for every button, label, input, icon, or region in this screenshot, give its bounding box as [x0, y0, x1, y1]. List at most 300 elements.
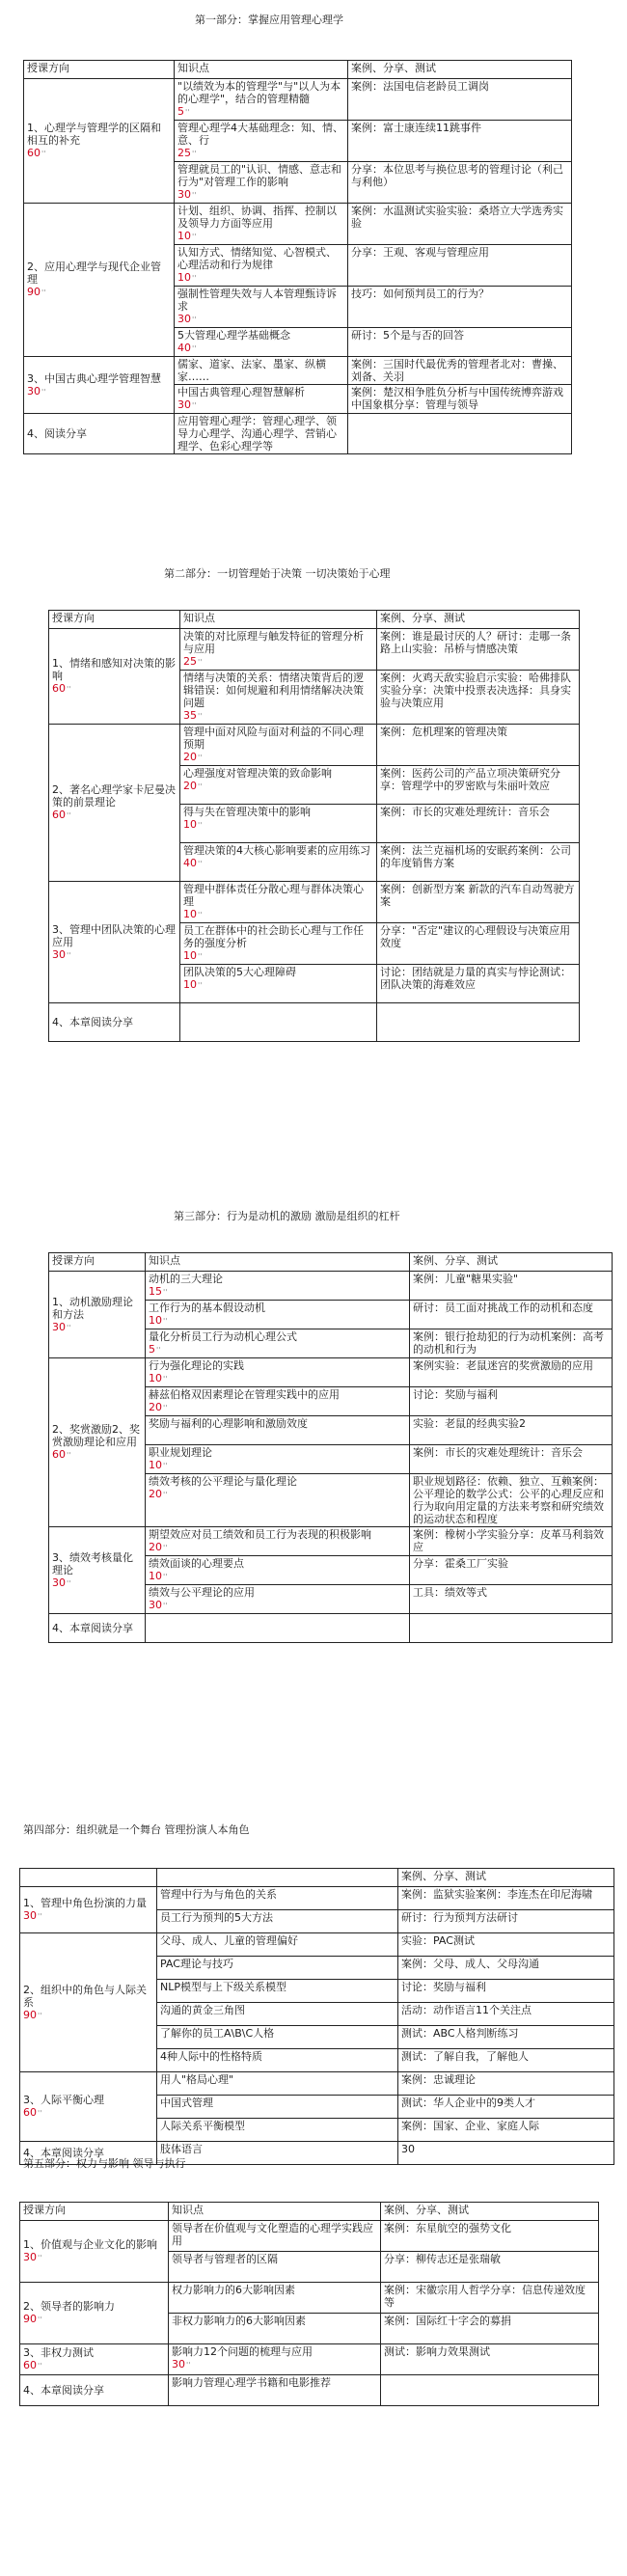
knowledge-cell [146, 1416, 410, 1445]
case-share-test: 研讨：员工面对挑战工作的动机和态度 [413, 1302, 593, 1314]
paragraph-mark: '' [163, 1573, 168, 1581]
hours-value: 40 [177, 342, 191, 354]
paragraph-mark: '' [198, 658, 203, 667]
knowledge-cell [146, 1301, 410, 1329]
cases-cell [410, 1272, 613, 1301]
column-header: 案例、分享、测试 [381, 2203, 599, 2221]
direction-cell [20, 1887, 157, 1933]
hours-value: 35 [183, 709, 197, 722]
cases-cell [377, 843, 580, 882]
paragraph-mark: '' [186, 2361, 191, 2370]
paragraph-mark: '' [163, 1602, 168, 1610]
cases-cell [348, 79, 572, 121]
knowledge-cell [169, 2283, 381, 2314]
cases-cell [410, 1556, 613, 1585]
knowledge-cell [180, 843, 377, 882]
knowledge-point: 影响力12个问题的梳理与应用 [172, 2345, 313, 2358]
cases-cell [398, 1910, 614, 1933]
knowledge-cell [157, 2003, 398, 2026]
direction-cell [49, 629, 180, 725]
section-title: 第三部分：行为是动机的激励 激励是组织的杠杆 [174, 1210, 400, 1222]
hours-value: 90 [23, 2008, 37, 2021]
hours-value: 60 [52, 1448, 66, 1461]
direction-label: 4、本章阅读分享 [23, 2384, 104, 2397]
paragraph-mark: '' [163, 1462, 168, 1470]
direction-cell [24, 204, 175, 357]
cases-cell [348, 385, 572, 414]
knowledge-cell [180, 725, 377, 766]
paragraph-mark: '' [67, 1323, 71, 1332]
case-share-test: 案例：危机理案的管理决策 [380, 726, 507, 738]
paragraph-mark: '' [192, 315, 197, 324]
direction-label: 3、绩效考核量化理论 [52, 1550, 133, 1576]
case-share-test: 分享：本位思考与换位思考的管理讨论（利己与利他） [351, 163, 563, 188]
table-row [20, 2221, 599, 2252]
knowledge-cell [180, 1003, 377, 1042]
paragraph-mark: '' [38, 1912, 42, 1921]
hours-value: 20 [183, 751, 197, 763]
hours-value: 30 [172, 2358, 185, 2370]
hours-value: 60 [27, 147, 41, 159]
paragraph-mark: '' [67, 685, 71, 694]
knowledge-point: 领导者与管理者的区隔 [172, 2253, 278, 2265]
hours-value: 10 [149, 1459, 162, 1471]
cases-cell [398, 2119, 614, 2142]
cases-cell [348, 121, 572, 162]
case-share-test: 案例：市长的灾难处理统计：音乐会 [413, 1446, 583, 1459]
paragraph-mark: '' [198, 754, 203, 762]
hours-value: 25 [177, 147, 191, 159]
case-share-test: 30 [401, 2143, 415, 2155]
knowledge-point: 管理决策的4大核心影响要素的应用练习 [183, 844, 370, 857]
hours-value: 10 [183, 908, 197, 920]
case-share-test: 测试：ABC人格判断练习 [401, 2027, 519, 2040]
hours-value: 10 [149, 1570, 162, 1582]
paragraph-mark: '' [163, 1375, 168, 1384]
table-row [49, 882, 580, 923]
cases-cell [377, 1003, 580, 1042]
knowledge-cell [157, 2049, 398, 2072]
curriculum-table [19, 2202, 599, 2406]
case-share-test: 测试：影响力效果测试 [384, 2345, 490, 2358]
cases-cell [398, 2003, 614, 2026]
cases-cell [348, 328, 572, 357]
cases-cell [381, 2283, 599, 2314]
case-share-test: 测试：了解自我，了解他人 [401, 2050, 529, 2063]
table-header-row [20, 2203, 599, 2221]
paragraph-mark: '' [38, 2254, 42, 2262]
cases-cell [398, 2142, 614, 2165]
cases-cell [410, 1445, 613, 1474]
knowledge-cell [157, 1933, 398, 1957]
cases-cell [398, 2026, 614, 2049]
hours-value: 15 [149, 1285, 162, 1298]
knowledge-point: 团队决策的5大心理障碍 [183, 966, 296, 978]
table-header-row [49, 611, 580, 629]
table-row [24, 79, 572, 121]
hours-value: 10 [149, 1372, 162, 1384]
case-share-test: 实验：老鼠的经典实验2 [413, 1417, 526, 1430]
table-row [20, 2283, 599, 2314]
cases-cell [348, 162, 572, 204]
knowledge-cell [146, 1329, 410, 1358]
knowledge-cell [180, 805, 377, 843]
knowledge-cell [169, 2252, 381, 2283]
direction-label: 4、本章阅读分享 [52, 1016, 133, 1028]
direction-cell [49, 882, 180, 1003]
column-header [157, 1869, 398, 1887]
paragraph-mark: '' [163, 1404, 168, 1412]
knowledge-point: 工作行为的基本假设动机 [149, 1302, 265, 1314]
table-header-row [24, 61, 572, 79]
direction-cell [20, 2283, 169, 2344]
direction-label: 4、本章阅读分享 [23, 2147, 104, 2159]
table-row [20, 1887, 614, 1910]
case-share-test: 讨论：奖励与福利 [401, 1981, 486, 1993]
cases-cell [410, 1387, 613, 1416]
cases-cell [377, 923, 580, 965]
knowledge-cell [169, 2344, 381, 2375]
knowledge-point: 量化分析员工行为动机心理公式 [149, 1330, 297, 1343]
hours-value: 60 [52, 682, 66, 695]
column-header: 知识点 [180, 611, 377, 629]
table-row [20, 2375, 599, 2406]
knowledge-point: 非权力影响力的6大影响因素 [172, 2315, 306, 2327]
paragraph-mark: '' [38, 2316, 42, 2324]
case-share-test: 案例：银行抢劫犯的行为动机案例：高考的动机和行为 [413, 1330, 604, 1356]
paragraph-mark: '' [163, 1491, 168, 1499]
hours-value: 20 [183, 780, 197, 792]
knowledge-cell [157, 1887, 398, 1910]
knowledge-point: 奖励与福利的心理影响和激励效度 [149, 1417, 308, 1430]
cases-cell [410, 1301, 613, 1329]
knowledge-cell [157, 2142, 398, 2165]
table-row [24, 204, 572, 245]
cases-cell [410, 1527, 613, 1556]
knowledge-point: 管理心理学4大基础理念：知、情、意、行 [177, 122, 343, 147]
paragraph-mark: '' [198, 911, 203, 919]
paragraph-mark: '' [198, 712, 203, 721]
paragraph-mark: '' [198, 821, 203, 830]
hours-value: 10 [183, 818, 197, 831]
case-share-test: 分享：王观、客观与管理应用 [351, 246, 489, 259]
cases-cell [410, 1614, 613, 1643]
hours-value: 20 [149, 1488, 162, 1500]
section-title: 第一部分：掌握应用管理心理学 [195, 14, 343, 26]
knowledge-cell [146, 1585, 410, 1614]
case-share-test: 案例：市长的灾难处理统计：音乐会 [380, 806, 550, 818]
hours-value: 5 [149, 1343, 155, 1356]
case-share-test: 案例：法兰克福机场的安眠药案例：公司的年度销售方案 [380, 844, 571, 869]
cases-cell [381, 2344, 599, 2375]
case-share-test: 案例：国际红十字会的募捐 [384, 2315, 511, 2327]
knowledge-cell [180, 766, 377, 805]
direction-cell [20, 2375, 169, 2406]
case-share-test: 案例：国家、企业、家庭人际 [401, 2120, 539, 2132]
knowledge-cell [157, 2119, 398, 2142]
knowledge-point: 5大管理心理学基础概念 [177, 329, 290, 342]
knowledge-cell [157, 1910, 398, 1933]
case-share-test: 案例：监狱实验案例：李连杰在印尼海啸 [401, 1888, 592, 1901]
knowledge-cell [146, 1474, 410, 1527]
direction-label: 3、非权力测试 [23, 2346, 94, 2359]
cases-cell [377, 629, 580, 671]
cases-cell [398, 2072, 614, 2096]
knowledge-cell [157, 2096, 398, 2119]
cases-cell [377, 882, 580, 923]
cases-cell [398, 2049, 614, 2072]
direction-label: 1、心理学与管理学的区隔和相互的补充 [27, 122, 161, 147]
table-row [49, 629, 580, 671]
cases-cell [410, 1585, 613, 1614]
case-share-test: 案例实验：老鼠迷宫的奖赏激励的应用 [413, 1359, 593, 1372]
cases-cell [348, 204, 572, 245]
knowledge-point: 动机的三大理论 [149, 1273, 223, 1285]
knowledge-cell [180, 923, 377, 965]
knowledge-cell [157, 1980, 398, 2003]
knowledge-point: 绩效与公平理论的应用 [149, 1586, 255, 1599]
direction-cell [20, 1933, 157, 2072]
direction-cell [24, 414, 175, 454]
hours-value: 30 [27, 384, 41, 397]
hours-value: 30 [23, 1909, 37, 1922]
knowledge-point: 儒家、道家、法家、墨家、纵横家…… [177, 358, 326, 383]
case-share-test: 分享：霍桑工厂实验 [413, 1557, 508, 1570]
case-share-test: 案例：忠诚理论 [401, 2073, 476, 2086]
knowledge-point: 职业规划理论 [149, 1446, 212, 1459]
knowledge-point: 计划、组织、协调、指挥、控制以及领导力方面等应用 [177, 205, 337, 230]
direction-cell [49, 1527, 146, 1614]
case-share-test: 案例：谁是最讨厌的人？研讨：走哪一条路上山实验：吊桥与情感决策 [380, 630, 571, 655]
column-header: 案例、分享、测试 [377, 611, 580, 629]
hours-value: 20 [149, 1401, 162, 1413]
direction-label: 1、情绪和感知对决策的影响 [52, 657, 176, 682]
case-share-test: 案例：富士康连续11跳事件 [351, 122, 481, 134]
knowledge-point: 得与失在管理决策中的影响 [183, 806, 311, 818]
knowledge-point: 中国古典管理心理智慧解析 [177, 386, 305, 398]
table-row [49, 1527, 613, 1556]
direction-label: 2、著名心理学家卡尼曼决策的前景理论 [52, 783, 176, 808]
paragraph-mark: '' [163, 1317, 168, 1326]
paragraph-mark: '' [41, 288, 46, 297]
paragraph-mark: '' [67, 811, 71, 820]
paragraph-mark: '' [67, 1578, 71, 1588]
cases-cell [377, 671, 580, 725]
paragraph-mark: '' [163, 1288, 168, 1297]
knowledge-cell [157, 1957, 398, 1980]
direction-label: 4、阅读分享 [27, 427, 87, 440]
knowledge-point: 期望效应对员工绩效和员工行为表现的积极影响 [149, 1528, 371, 1541]
direction-cell [20, 2072, 157, 2142]
knowledge-cell [169, 2314, 381, 2344]
knowledge-point: 管理中群体责任分散心理与群体决策心理 [183, 883, 364, 908]
direction-label: 3、中国古典心理学管理智慧 [27, 371, 161, 385]
cases-cell [377, 725, 580, 766]
cases-cell [410, 1358, 613, 1387]
hours-value: 10 [183, 949, 197, 962]
knowledge-point: 心理强度对管理决策的致命影响 [183, 767, 332, 780]
knowledge-point: 沟通的黄金三角图 [160, 2004, 245, 2016]
table-row [20, 2072, 614, 2096]
case-share-test: 案例：创新型方案 新款的汽车自动驾驶方案 [380, 883, 575, 908]
cases-cell [381, 2252, 599, 2283]
knowledge-cell [175, 287, 348, 328]
hours-value: 25 [183, 655, 197, 668]
paragraph-mark: '' [198, 782, 203, 791]
cases-cell [377, 965, 580, 1003]
case-share-test: 案例：楚汉相争胜负分析与中国传统博弈游戏中国象棋分享：管理与领导 [351, 386, 563, 411]
section-title: 第二部分：一切管理始于决策 一切决策始于心理 [164, 567, 391, 580]
knowledge-point: 应用管理心理学：管理心理学、领导力心理学、沟通心理学、营销心理学、色彩心理学等 [177, 415, 337, 452]
hours-value: 30 [23, 2251, 37, 2263]
table-row [24, 414, 572, 454]
knowledge-cell [175, 414, 348, 454]
direction-cell [49, 1614, 146, 1643]
case-share-test: 讨论：奖励与福利 [413, 1388, 498, 1401]
knowledge-cell [175, 328, 348, 357]
direction-cell [49, 1003, 180, 1042]
knowledge-cell [146, 1387, 410, 1416]
hours-value: 20 [149, 1541, 162, 1553]
paragraph-mark: '' [38, 2362, 42, 2370]
knowledge-point: 管理就员工的"认识、情感、意志和行为"对管理工作的影响 [177, 163, 342, 188]
column-header [20, 1869, 157, 1887]
cases-cell [348, 414, 572, 454]
direction-label: 4、本章阅读分享 [52, 1622, 133, 1634]
cases-cell [410, 1329, 613, 1358]
knowledge-cell [146, 1614, 410, 1643]
hours-value: 30 [52, 947, 66, 961]
hours-value: 30 [149, 1599, 162, 1611]
paragraph-mark: '' [192, 233, 197, 241]
table-header-row [20, 1869, 614, 1887]
table-row [24, 357, 572, 385]
hours-value: 60 [52, 808, 66, 821]
case-share-test: 案例：儿童"糖果实验" [413, 1273, 519, 1285]
knowledge-point: 4种人际中的性格特质 [160, 2050, 262, 2063]
paragraph-mark: '' [67, 1451, 71, 1460]
cases-cell [398, 1957, 614, 1980]
direction-cell [20, 2221, 169, 2283]
knowledge-cell [169, 2221, 381, 2252]
knowledge-cell [175, 245, 348, 287]
cases-cell [381, 2314, 599, 2344]
paragraph-mark: '' [192, 191, 197, 200]
column-header: 授课方向 [49, 1253, 146, 1272]
paragraph-mark: '' [198, 981, 203, 990]
paragraph-mark: '' [192, 274, 197, 283]
case-share-test: 活动：动作语言11个关注点 [401, 2004, 532, 2016]
knowledge-point: 人际关系平衡模型 [160, 2120, 245, 2132]
hours-value: 90 [27, 286, 41, 298]
section-title: 第四部分：组织就是一个舞台 管理扮演人本角色 [23, 1823, 250, 1836]
knowledge-cell [175, 79, 348, 121]
cases-cell [381, 2221, 599, 2252]
paragraph-mark: '' [185, 108, 190, 117]
hours-value: 10 [149, 1314, 162, 1327]
hours-value: 5 [177, 105, 184, 118]
direction-label: 2、领导者的影响力 [23, 2300, 115, 2313]
column-header: 案例、分享、测试 [410, 1253, 613, 1272]
cases-cell [377, 805, 580, 843]
knowledge-point: PAC理论与技巧 [160, 1958, 233, 1970]
direction-cell [49, 725, 180, 882]
case-share-test: 案例：东星航空的强势文化 [384, 2222, 511, 2234]
knowledge-cell [175, 162, 348, 204]
direction-label: 3、人际平衡心理 [23, 2094, 104, 2106]
knowledge-cell [157, 2026, 398, 2049]
table-row [49, 725, 580, 766]
knowledge-point: 员工在群体中的社会助长心理与工作任务的强度分析 [183, 924, 364, 949]
knowledge-point: 绩效考核的公平理论与量化理论 [149, 1475, 297, 1488]
knowledge-cell [169, 2375, 381, 2406]
column-header: 案例、分享、测试 [398, 1869, 614, 1887]
paragraph-mark: '' [198, 952, 203, 961]
cases-cell [377, 766, 580, 805]
curriculum-table [23, 60, 572, 454]
knowledge-cell [180, 629, 377, 671]
cases-cell [348, 287, 572, 328]
knowledge-point: 了解你的员工A\B\C人格 [160, 2027, 275, 2040]
paragraph-mark: '' [41, 150, 46, 158]
knowledge-point: 领导者在价值观与文化塑造的心理学实践应用 [172, 2222, 373, 2247]
hours-value: 60 [23, 2106, 37, 2119]
table-row [49, 1358, 613, 1387]
column-header: 授课方向 [24, 61, 175, 79]
case-share-test: 案例：水温测试实验实验：桑塔立大学选秀实验 [351, 205, 563, 230]
knowledge-point: 认知方式、情绪知觉、心智模式、心理活动和行为规律 [177, 246, 337, 271]
column-header: 案例、分享、测试 [348, 61, 572, 79]
direction-cell [24, 357, 175, 414]
hours-value: 30 [177, 188, 191, 201]
table-row [49, 1272, 613, 1301]
direction-cell [49, 1272, 146, 1358]
direction-label: 2、应用心理学与现代企业管理 [27, 260, 161, 286]
knowledge-cell [175, 121, 348, 162]
case-share-test: 分享：柳传志还是张瑞敏 [384, 2253, 501, 2265]
direction-label: 1、价值观与企业文化的影响 [23, 2238, 157, 2251]
hours-value: 10 [177, 271, 191, 284]
curriculum-table [48, 1252, 613, 1643]
case-share-test: 案例：宋徽宗用人哲学分享：信息传递效度等 [384, 2284, 586, 2309]
curriculum-table [48, 610, 580, 1042]
table-row [20, 2344, 599, 2375]
knowledge-point: 绩效面谈的心理要点 [149, 1557, 244, 1570]
knowledge-cell [157, 2072, 398, 2096]
knowledge-point: 员工行为预判的5大方法 [160, 1911, 273, 1924]
direction-label: 2、组织中的角色与人际关系 [23, 1983, 147, 2009]
hours-value: 30 [52, 1320, 66, 1333]
column-header: 知识点 [146, 1253, 410, 1272]
hours-value: 30 [177, 398, 191, 411]
knowledge-cell [146, 1556, 410, 1585]
direction-label: 1、管理中角色扮演的力量 [23, 1897, 147, 1909]
knowledge-point: 权力影响力的6大影响因素 [172, 2284, 295, 2296]
cases-cell [398, 1980, 614, 2003]
case-share-test: 职业规划路径：依赖、独立、互赖案例：公平理论的数学公式：公平的心理反应和行为取向用定量的方法来考察和研究绩效的运动状态和程度 [413, 1475, 604, 1525]
paragraph-mark: '' [156, 1346, 161, 1355]
knowledge-cell [180, 882, 377, 923]
cases-cell [348, 245, 572, 287]
knowledge-point: 管理中面对风险与面对利益的不同心理预期 [183, 726, 364, 751]
knowledge-point: 行为强化理论的实践 [149, 1359, 244, 1372]
paragraph-mark: '' [192, 150, 197, 158]
case-share-test: 案例：橡树小学实验分享：皮革马利翁效应 [413, 1528, 604, 1553]
knowledge-point: 影响力管理心理学书籍和电影推荐 [172, 2376, 331, 2389]
cases-cell [398, 2096, 614, 2119]
case-share-test: 案例：三国时代最优秀的管理者北对：曹操、刘备、关羽 [351, 358, 563, 383]
table-row [49, 1003, 580, 1042]
